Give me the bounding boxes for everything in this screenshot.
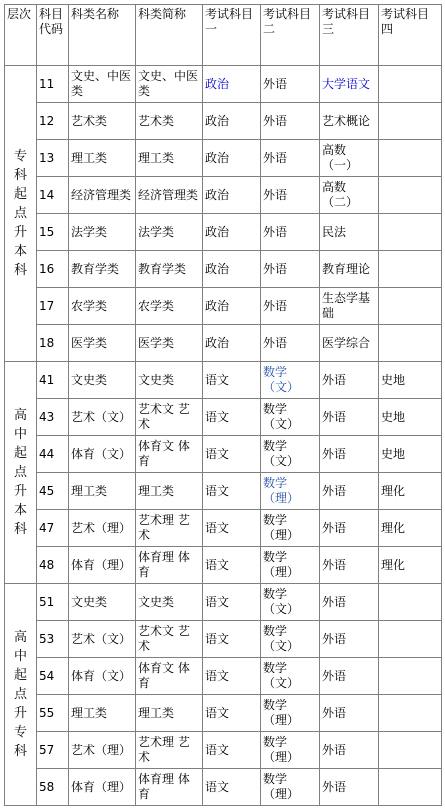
cell-subject-3: 生态学基础 <box>320 288 379 325</box>
cell-code: 15 <box>37 214 69 251</box>
cell-name: 理工类 <box>69 695 136 732</box>
cell-subject-2: 数学（文） <box>261 436 320 473</box>
cell-subject-4: 理化 <box>379 473 442 510</box>
cell-subject-4: 史地 <box>379 362 442 399</box>
table-row <box>5 695 442 732</box>
cell-subject-1: 语文 <box>203 658 261 695</box>
header-level: 层次 <box>5 5 37 66</box>
cell-subject-2: 数学（理） <box>261 473 320 510</box>
table-row <box>5 732 442 769</box>
level-category-char: 科 <box>13 744 27 759</box>
cell-code: 58 <box>37 769 69 806</box>
level-category-char: 升 <box>13 484 27 499</box>
cell-subject-2: 数学（理） <box>261 732 320 769</box>
cell-short: 文史类 <box>136 584 203 621</box>
cell-subject-2: 外语 <box>261 66 320 103</box>
cell-subject-4 <box>379 658 442 695</box>
cell-code: 11 <box>37 66 69 103</box>
cell-subject-2: 数学（理） <box>261 695 320 732</box>
cell-name: 体育（文） <box>69 658 136 695</box>
header-short: 科类简称 <box>136 5 203 66</box>
cell-short: 文史、中医类 <box>136 66 203 103</box>
cell-short: 法学类 <box>136 214 203 251</box>
cell-code: 43 <box>37 399 69 436</box>
table-row <box>5 547 442 584</box>
level-category-char: 高 <box>13 630 27 645</box>
level-category-char: 起 <box>13 446 27 461</box>
level-category-char: 高 <box>13 408 27 423</box>
cell-name: 艺术（理） <box>69 510 136 547</box>
cell-subject-1: 语文 <box>203 769 261 806</box>
cell-subject-2: 外语 <box>261 251 320 288</box>
table-body <box>5 5 442 806</box>
table-row <box>5 140 442 177</box>
cell-name: 体育（理） <box>69 547 136 584</box>
level-category-cell <box>5 66 37 362</box>
cell-subject-2: 数学（理） <box>261 769 320 806</box>
cell-subject-1: 政治 <box>203 66 261 103</box>
level-category-char: 中 <box>13 427 27 442</box>
cell-subject-2: 数学（理） <box>261 547 320 584</box>
header-code: 科目代码 <box>37 5 69 66</box>
cell-code: 57 <box>37 732 69 769</box>
header-row <box>5 5 442 66</box>
cell-subject-4 <box>379 214 442 251</box>
cell-name: 体育（理） <box>69 769 136 806</box>
cell-subject-1: 语文 <box>203 621 261 658</box>
cell-subject-2: 数学（文） <box>261 621 320 658</box>
level-category-cell <box>5 362 37 584</box>
cell-subject-3: 外语 <box>320 510 379 547</box>
cell-subject-3: 外语 <box>320 399 379 436</box>
cell-subject-1: 语文 <box>203 473 261 510</box>
cell-short: 文史类 <box>136 362 203 399</box>
cell-name: 教育学类 <box>69 251 136 288</box>
cell-subject-2: 外语 <box>261 288 320 325</box>
cell-subject-2: 数学（文） <box>261 658 320 695</box>
cell-name: 艺术类 <box>69 103 136 140</box>
table-row <box>5 325 442 362</box>
table-row <box>5 214 442 251</box>
cell-name: 体育（文） <box>69 436 136 473</box>
cell-short: 体育文 体育 <box>136 658 203 695</box>
cell-subject-2: 外语 <box>261 177 320 214</box>
cell-short: 农学类 <box>136 288 203 325</box>
table-row <box>5 288 442 325</box>
cell-subject-3: 高数（二） <box>320 177 379 214</box>
cell-code: 55 <box>37 695 69 732</box>
cell-subject-1: 语文 <box>203 732 261 769</box>
cell-subject-3: 大学语文 <box>320 66 379 103</box>
cell-subject-3: 外语 <box>320 547 379 584</box>
cell-subject-3: 教育理论 <box>320 251 379 288</box>
cell-subject-2: 外语 <box>261 214 320 251</box>
cell-name: 文史类 <box>69 362 136 399</box>
cell-subject-4: 史地 <box>379 399 442 436</box>
cell-code: 51 <box>37 584 69 621</box>
level-category-char: 科 <box>13 263 27 278</box>
table-row <box>5 510 442 547</box>
cell-subject-1: 语文 <box>203 547 261 584</box>
level-category-char: 科 <box>13 168 27 183</box>
cell-short: 体育文 体育 <box>136 436 203 473</box>
cell-subject-1: 语文 <box>203 510 261 547</box>
cell-subject-3: 外语 <box>320 732 379 769</box>
cell-subject-3: 外语 <box>320 769 379 806</box>
cell-code: 45 <box>37 473 69 510</box>
cell-subject-4: 理化 <box>379 510 442 547</box>
cell-name: 理工类 <box>69 473 136 510</box>
cell-short: 教育学类 <box>136 251 203 288</box>
cell-subject-1: 语文 <box>203 695 261 732</box>
cell-subject-4 <box>379 251 442 288</box>
table-row <box>5 769 442 806</box>
level-category-char: 科 <box>13 522 27 537</box>
cell-subject-4 <box>379 288 442 325</box>
cell-short: 体育理 体育 <box>136 547 203 584</box>
cell-subject-3: 民法 <box>320 214 379 251</box>
cell-subject-3: 外语 <box>320 362 379 399</box>
cell-short: 艺术文 艺术 <box>136 399 203 436</box>
cell-name: 艺术（理） <box>69 732 136 769</box>
cell-subject-4 <box>379 695 442 732</box>
cell-name: 经济管理类 <box>69 177 136 214</box>
table-row <box>5 177 442 214</box>
cell-subject-1: 政治 <box>203 103 261 140</box>
cell-subject-4 <box>379 103 442 140</box>
cell-subject-3: 外语 <box>320 621 379 658</box>
cell-subject-3: 外语 <box>320 695 379 732</box>
cell-name: 文史、中医类 <box>69 66 136 103</box>
table-row <box>5 658 442 695</box>
cell-code: 53 <box>37 621 69 658</box>
cell-subject-3: 外语 <box>320 436 379 473</box>
cell-subject-1: 政治 <box>203 177 261 214</box>
cell-short: 理工类 <box>136 140 203 177</box>
level-category-char: 专 <box>13 725 27 740</box>
cell-subject-4: 理化 <box>379 547 442 584</box>
cell-subject-1: 政治 <box>203 214 261 251</box>
cell-subject-4 <box>379 66 442 103</box>
cell-subject-4 <box>379 621 442 658</box>
cell-code: 18 <box>37 325 69 362</box>
table-row <box>5 362 442 399</box>
level-category-char: 升 <box>13 706 27 721</box>
cell-subject-1: 语文 <box>203 584 261 621</box>
header-subject-1: 考试科目一 <box>203 5 261 66</box>
cell-name: 艺术（文） <box>69 621 136 658</box>
level-category-char: 中 <box>13 649 27 664</box>
header-subject-2: 考试科目二 <box>261 5 320 66</box>
cell-subject-4: 史地 <box>379 436 442 473</box>
cell-subject-2: 数学（文） <box>261 399 320 436</box>
table-row <box>5 621 442 658</box>
table-row <box>5 103 442 140</box>
cell-name: 医学类 <box>69 325 136 362</box>
cell-subject-3: 外语 <box>320 658 379 695</box>
cell-subject-4 <box>379 769 442 806</box>
cell-subject-1: 政治 <box>203 288 261 325</box>
cell-subject-3: 艺术概论 <box>320 103 379 140</box>
cell-subject-1: 政治 <box>203 251 261 288</box>
header-subject-4: 考试科目四 <box>379 5 442 66</box>
table-row <box>5 584 442 621</box>
table-row <box>5 399 442 436</box>
cell-code: 54 <box>37 658 69 695</box>
level-category-char: 本 <box>13 244 27 259</box>
level-category-char: 专 <box>13 149 27 164</box>
cell-subject-3: 外语 <box>320 584 379 621</box>
cell-code: 44 <box>37 436 69 473</box>
cell-subject-1: 语文 <box>203 362 261 399</box>
cell-subject-3: 高数（一） <box>320 140 379 177</box>
cell-short: 理工类 <box>136 695 203 732</box>
cell-name: 法学类 <box>69 214 136 251</box>
cell-code: 12 <box>37 103 69 140</box>
level-category-char: 点 <box>13 687 27 702</box>
cell-subject-4 <box>379 732 442 769</box>
cell-short: 艺术文 艺术 <box>136 621 203 658</box>
cell-subject-1: 语文 <box>203 399 261 436</box>
cell-subject-2: 数学（文） <box>261 584 320 621</box>
cell-short: 经济管理类 <box>136 177 203 214</box>
cell-name: 理工类 <box>69 140 136 177</box>
level-category-char: 本 <box>13 503 27 518</box>
cell-subject-2: 数学（文） <box>261 362 320 399</box>
cell-subject-2: 外语 <box>261 325 320 362</box>
level-category-char: 升 <box>13 225 27 240</box>
cell-subject-1: 政治 <box>203 140 261 177</box>
cell-subject-3: 医学综合 <box>320 325 379 362</box>
cell-subject-1: 政治 <box>203 325 261 362</box>
cell-code: 47 <box>37 510 69 547</box>
cell-subject-2: 数学（理） <box>261 510 320 547</box>
cell-subject-4 <box>379 177 442 214</box>
level-category-cell <box>5 584 37 806</box>
cell-subject-4 <box>379 584 442 621</box>
cell-short: 艺术理 艺术 <box>136 732 203 769</box>
exam-subjects-table-wrapper <box>4 4 442 806</box>
table-row <box>5 251 442 288</box>
cell-subject-3: 外语 <box>320 473 379 510</box>
cell-short: 医学类 <box>136 325 203 362</box>
cell-short: 艺术理 艺术 <box>136 510 203 547</box>
header-subject-3: 考试科目三 <box>320 5 379 66</box>
cell-name: 文史类 <box>69 584 136 621</box>
cell-code: 13 <box>37 140 69 177</box>
cell-code: 16 <box>37 251 69 288</box>
table-row <box>5 66 442 103</box>
exam-subjects-table <box>4 4 442 806</box>
cell-subject-4 <box>379 325 442 362</box>
cell-name: 农学类 <box>69 288 136 325</box>
cell-code: 41 <box>37 362 69 399</box>
cell-code: 14 <box>37 177 69 214</box>
table-row <box>5 473 442 510</box>
level-category-char: 点 <box>13 206 27 221</box>
cell-subject-2: 外语 <box>261 103 320 140</box>
cell-subject-4 <box>379 140 442 177</box>
cell-code: 48 <box>37 547 69 584</box>
cell-subject-2: 外语 <box>261 140 320 177</box>
level-category-char: 起 <box>13 187 27 202</box>
level-category-char: 起 <box>13 668 27 683</box>
cell-code: 17 <box>37 288 69 325</box>
cell-short: 理工类 <box>136 473 203 510</box>
cell-name: 艺术（文） <box>69 399 136 436</box>
cell-subject-1: 语文 <box>203 436 261 473</box>
level-category-char: 点 <box>13 465 27 480</box>
cell-short: 艺术类 <box>136 103 203 140</box>
cell-short: 体育理 体育 <box>136 769 203 806</box>
table-row <box>5 436 442 473</box>
header-name: 科类名称 <box>69 5 136 66</box>
